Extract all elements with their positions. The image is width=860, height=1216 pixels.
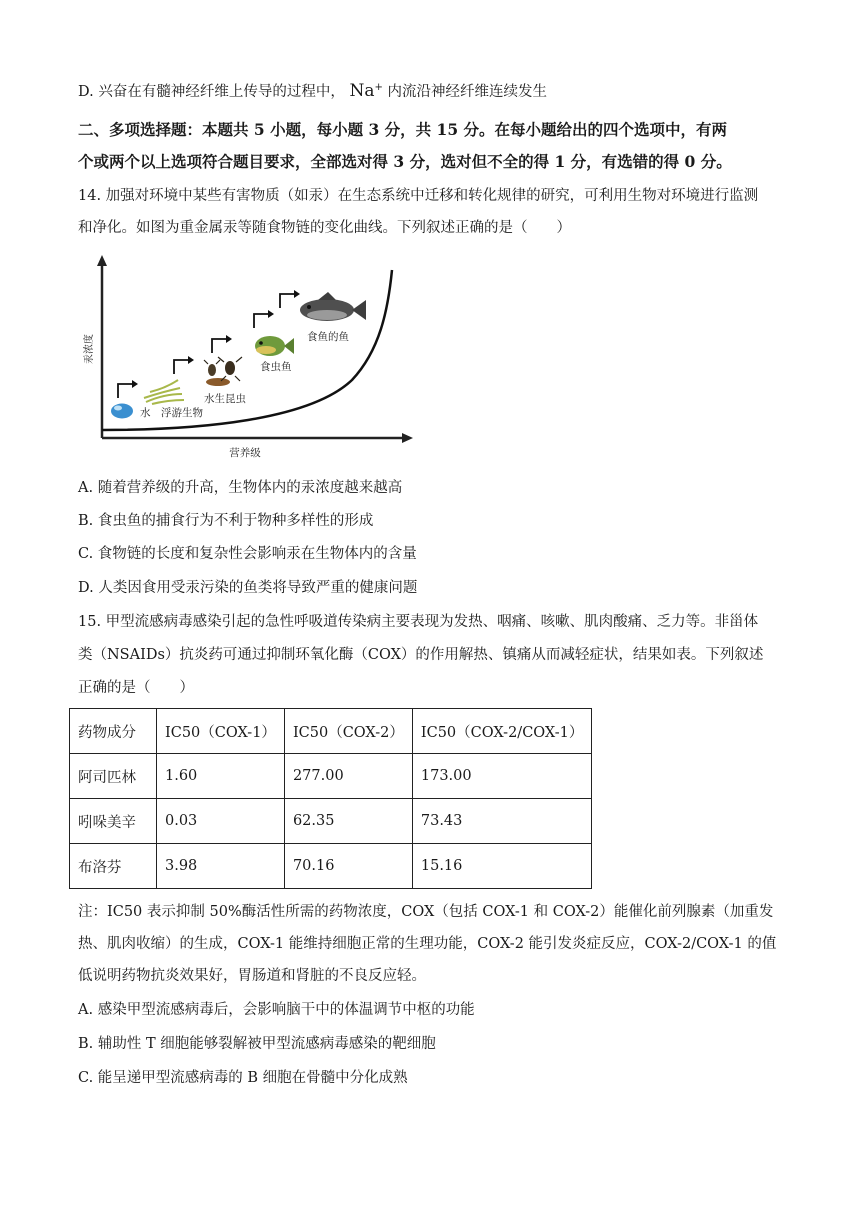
mercury-concentration-curve <box>102 270 392 430</box>
drug-ic50-table <box>69 708 592 889</box>
table-cell: 70.16 <box>284 844 412 889</box>
table-row <box>70 844 592 889</box>
table-row <box>70 799 592 844</box>
y-axis-label: 汞浓度 <box>84 334 95 364</box>
q13-option-d <box>78 78 547 102</box>
x-axis-label: 营养级 <box>229 447 261 459</box>
q15-option-c: C. 能呈递甲型流感病毒的 B 细胞在骨髓中分化成熟 <box>78 1070 408 1086</box>
q14-option-b: B. 食虫鱼的捕食行为不利于物种多样性的形成 <box>78 513 374 529</box>
table-cell: 1.60 <box>157 754 285 799</box>
piscivorous-fish-icon <box>300 292 366 321</box>
q14-stem-line1: 14. 加强对环境中某些有害物质（如汞）在生态系统中迁移和转化规律的研究，可利用生物对环境进行监测 <box>78 188 759 204</box>
q13-option-d-suffix: 内流沿神经纤维连续发生 <box>387 83 547 100</box>
table-cell: 0.03 <box>157 799 285 844</box>
water-drop-icon <box>111 404 133 419</box>
q13-option-d-prefix: D. 兴奋在有髓神经纤维上传导的过程中， <box>78 83 345 100</box>
q15-note-line2: 热、肌肉收缩）的生成，COX-1 能维持细胞正常的生理功能，COX-2 能引发炎症反应，COX-2/COX-1 的值 <box>78 936 777 952</box>
table-header-cell: IC50（COX-2/COX-1） <box>412 709 591 754</box>
q15-stem-line3: 正确的是（ ） <box>78 680 194 696</box>
q15-stem-line2: 类（NSAIDs）抗炎药可通过抑制环氧化酶（COX）的作用解热、镇痛从而减轻症状，结果如表。下列叙述 <box>78 647 764 663</box>
q14-option-a: A. 随着营养级的升高，生物体内的汞浓度越来越高 <box>78 480 403 496</box>
q15-stem-line1: 15. 甲型流感病毒感染引起的急性呼吸道传染病主要表现为发热、咽痛、咳嗽、肌肉酸痛、乏力等。非甾体 <box>78 614 759 630</box>
table-header-cell: IC50（COX-2） <box>284 709 412 754</box>
table-header-cell: IC50（COX-1） <box>157 709 285 754</box>
q15-note-line3: 低说明药物抗炎效果好，胃肠道和肾脏的不良反应轻。 <box>78 968 426 984</box>
table-cell: 173.00 <box>412 754 591 799</box>
stage-label-aquatic-insect: 水生昆虫 <box>204 393 246 405</box>
stage-label-plankton: 浮游生物 <box>161 407 203 419</box>
section2-heading-line1: 二、多项选择题：本题共 5 小题，每小题 3 分，共 15 分。在每小题给出的四个选项中，有两 <box>78 120 728 139</box>
mercury-food-chain-figure <box>80 252 420 462</box>
table-row <box>70 754 592 799</box>
table-cell: 阿司匹林 <box>70 754 157 799</box>
table-cell: 吲哚美辛 <box>70 799 157 844</box>
stage-label-water: 水 <box>140 407 151 419</box>
insectivorous-fish-icon <box>255 336 294 356</box>
q15-note-line1: 注：IC50 表示抑制 50%酶活性所需的药物浓度，COX（包括 COX-1 和 COX-2）能催化前列腺素（加重发 <box>78 904 774 920</box>
plankton-icon <box>144 380 184 404</box>
section2-heading-line2: 个或两个以上选项符合题目要求，全部选对得 3 分，选对但不全的得 1 分，有选错的得 0 分。 <box>78 152 732 171</box>
q14-option-d: D. 人类因食用受汞污染的鱼类将导致严重的健康问题 <box>78 580 418 596</box>
stage-label-insectivorous-fish: 食虫鱼 <box>260 361 292 373</box>
table-cell: 3.98 <box>157 844 285 889</box>
table-cell: 15.16 <box>412 844 591 889</box>
table-cell: 布洛芬 <box>70 844 157 889</box>
table-cell: 73.43 <box>412 799 591 844</box>
table-header-cell: 药物成分 <box>70 709 157 754</box>
sodium-charge: + <box>374 82 383 93</box>
q14-option-c: C. 食物链的长度和复杂性会影响汞在生物体内的含量 <box>78 546 417 562</box>
q14-stem-line2: 和净化。如图为重金属汞等随食物链的变化曲线。下列叙述正确的是（ ） <box>78 220 571 236</box>
table-header-row <box>70 709 592 754</box>
stage-label-piscivorous-fish: 食鱼的鱼 <box>307 331 349 343</box>
table-cell: 62.35 <box>284 799 412 844</box>
table-cell: 277.00 <box>284 754 412 799</box>
sodium-ion: Na <box>349 80 375 101</box>
aquatic-insect-icon <box>204 357 242 386</box>
q15-option-b: B. 辅助性 T 细胞能够裂解被甲型流感病毒感染的靶细胞 <box>78 1036 436 1052</box>
q15-option-a: A. 感染甲型流感病毒后，会影响脑干中的体温调节中枢的功能 <box>78 1002 475 1018</box>
